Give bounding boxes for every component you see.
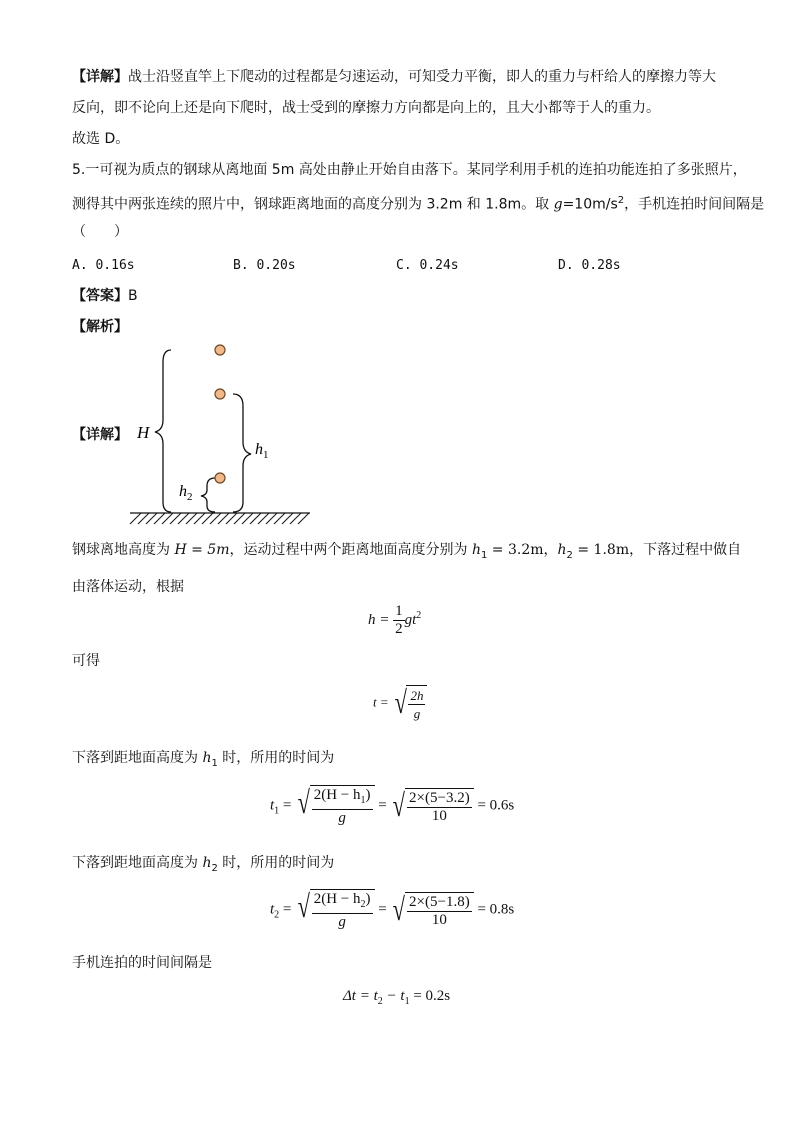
equation-3: $t_1$ = √ $\frac{2(H - h_1)}{g}$ = √ $\frac{2\times(5-3.2)}{10}$ = 0.6s <box>270 784 515 826</box>
question-number: 5. <box>72 162 86 178</box>
ball-2 <box>215 389 225 399</box>
eq3-den1: g <box>338 810 346 826</box>
eq2-num: 2h <box>410 688 424 703</box>
solution-h1-value: = 3.2m <box>487 542 544 558</box>
prev-detail-tag: 【详解】 <box>72 69 128 85</box>
solution-text-4a: 下落到距地面高度为 <box>72 855 203 871</box>
solution-text-1b: ，运动过程中两个距离地面高度分别为 <box>229 542 472 558</box>
eq5-a: Δt = t <box>343 988 378 1004</box>
eq4-result: = 0.8s <box>477 901 515 918</box>
option-a: A. 0.16s <box>72 258 135 273</box>
label-h1-sub: 1 <box>263 449 269 461</box>
prev-detail-choice: 故选 D。 <box>72 131 130 147</box>
eq1-lhs: h = <box>368 611 390 628</box>
eq4-den1: g <box>338 914 346 930</box>
eq4-num1-end: ) <box>365 891 371 907</box>
solution-line-2: 由落体运动，根据 <box>72 579 184 595</box>
eq3-result: = 0.6s <box>477 797 515 814</box>
eq5-c: = 0.2s <box>409 988 451 1004</box>
question-text-2c: ，手机连拍时间间隔是 <box>624 196 765 213</box>
detail-tag: 【详解】 <box>72 427 128 443</box>
answer-tag: 【答案】 <box>72 288 128 304</box>
solution-text-1a: 钢球离地高度为 <box>72 542 175 558</box>
solution-text-3b: 时，所用的时间为 <box>217 750 335 766</box>
eq1-rhs: gt <box>404 611 417 628</box>
prev-detail-line-2: 反向，即不论向上还是向下爬时，战士受到的摩擦力方向都是向上的，且大小都等于人的重力。 <box>72 100 660 116</box>
solution-text-3-h: h <box>202 750 212 766</box>
eq3-num2: 2×(5−3.2) <box>409 789 470 806</box>
equation-4: $t_2$ = √ $\frac{2(H - h_2)}{g}$ = √ $\frac{2\times(5-1.8)}{10}$ = 0.8s <box>270 888 515 930</box>
option-c: C. 0.24s <box>396 258 459 273</box>
option-b: B. 0.20s <box>233 258 296 273</box>
eq2-den: g <box>413 706 421 721</box>
eq3-num1-end: ) <box>365 787 371 803</box>
eq3-den2: 10 <box>431 807 447 824</box>
prev-detail-line-1 <box>72 67 716 87</box>
ball-1 <box>215 345 225 355</box>
analysis-tag: 【解析】 <box>72 319 128 335</box>
equation-5: $\Delta t = t_2 - t_1 = 0.2s$ <box>343 988 451 1007</box>
svg-text:h2 <box>179 483 193 503</box>
question-blank: （ ） <box>72 224 128 240</box>
solution-line-4: 下落到距地面高度为 $h_2$ 时，所用的时间为 <box>72 855 335 874</box>
solution-H-value: H = 5m <box>174 542 230 558</box>
solution-text-3a: 下落到距地面高度为 <box>72 750 203 766</box>
option-d: D. 0.28s <box>558 258 621 273</box>
g-symbol: g <box>553 196 563 213</box>
prev-detail-text-1: 战士沿竖直竿上下爬动的过程都是匀速运动，可知受力平衡，即人的重力与杆给人的摩擦力等大 <box>128 69 716 85</box>
solution-h1-symbol: h <box>471 542 481 558</box>
eq4-den2: 10 <box>431 911 447 928</box>
question-text-1: 一可视为质点的钢球从离地面 5m 高处由静止开始自由落下。某同学利用手机的连拍功能连拍了多张照片， <box>85 162 747 178</box>
eq4-lhs: t <box>270 901 275 918</box>
solution-text-4-h: h <box>202 855 212 871</box>
equation-2: t = √ $\frac{2h}{g}$ <box>373 685 427 722</box>
answer-line <box>72 286 138 306</box>
eq4-num2: 2×(5−1.8) <box>409 893 470 910</box>
question-text-2a: 测得其中两张连续的照片中，钢球距离地面的高度分别为 3.2m 和 1.8m。取 <box>72 196 554 213</box>
solution-line-1: 钢球离地高度为 H = 5m，运动过程中两个距离地面高度分别为 $h_1 = 3.2m$，$h_2 = 1.8m$，下落过程中做自 <box>72 542 742 561</box>
eq3-lhs: t <box>270 797 275 814</box>
eq1-num: 1 <box>395 603 403 619</box>
solution-text-1c: ， <box>543 542 558 558</box>
can-get: 可得 <box>72 653 100 669</box>
solution-line-3: 下落到距地面高度为 $h_1$ 时，所用的时间为 <box>72 750 335 769</box>
label-h2-sub: 2 <box>187 491 193 503</box>
free-fall-figure <box>125 342 325 527</box>
question-line-2 <box>72 191 764 215</box>
answer-value: B <box>128 288 138 304</box>
equation-1: h = $\frac{1}{2}$ $gt^2$ <box>368 603 422 637</box>
eq2-lhs: t = <box>373 694 389 710</box>
label-H: H <box>137 423 150 442</box>
solution-line-5: 手机连拍的时间间隔是 <box>72 955 212 971</box>
solution-text-1d: ，下落过程中做自 <box>629 542 742 558</box>
eq3-num1: 2(H − h <box>313 787 361 803</box>
svg-text:h1 <box>255 441 269 461</box>
eq5-b: − t <box>382 988 405 1004</box>
square-superscript: 2 <box>617 195 625 206</box>
ball-3 <box>215 473 225 483</box>
solution-h2-value: = 1.8m <box>572 542 630 558</box>
question-text-2b: =10m/s <box>562 196 618 213</box>
label-h1: h <box>255 441 263 458</box>
solution-text-4b: 时，所用的时间为 <box>217 855 335 871</box>
label-h2: h <box>179 483 187 500</box>
eq1-den: 2 <box>395 621 403 637</box>
eq4-num1: 2(H − h <box>313 891 361 907</box>
solution-h2-symbol: h <box>557 542 567 558</box>
question-line-1 <box>72 160 747 180</box>
